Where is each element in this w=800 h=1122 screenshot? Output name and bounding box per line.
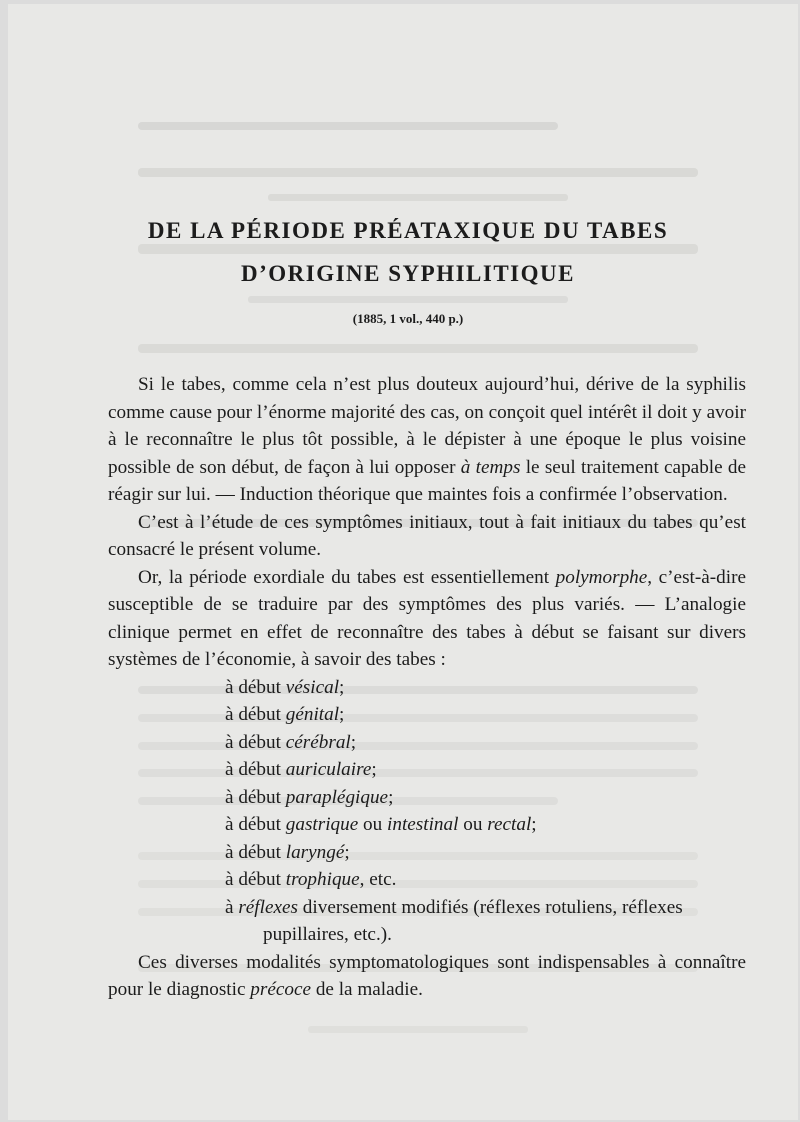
body-text [108,371,746,1004]
page [8,4,798,1120]
p1-text-b: le seul traitement capable de réagir sur lui. — Induction théorique que maintes fois a confirmée l’observation. [108,456,747,505]
p3-text-b: , c’est-à-dire susceptible de se traduire par des symptômes des plus variés. — L’analogie clinique permet en effet de reconnaître des tabes à début se faisant sur divers systèmes de l’économie, à savoir des tabes : [108,566,746,670]
list-item: à début cérébral; [225,731,357,753]
list-item: à début gastrique ou intestinal ou rectal; [225,814,537,835]
paragraph-3 [108,564,746,674]
list-item: à début laryngé; [225,841,350,863]
p3-emphasis: polymorphe [555,566,648,588]
title-line-1: DE LA PÉRIODE PRÉATAXIQUE DU TABES [147,218,669,243]
onset-list [108,674,746,949]
publication-info: (1885, 1 vol., 440 p.) [352,311,464,326]
list-item-continuation: pupillaires, etc.). [263,924,392,945]
list-item: à début paraplégique; [225,786,394,808]
list-item: à début vésical; [225,676,345,698]
p1-emphasis: à temps [460,456,521,478]
list-item: à réflexes diversement modifiés (réflexes rotuliens, réflexes pupillaires, etc.). [108,894,746,949]
paragraph-1 [108,371,746,509]
p4-text-b: de la maladie. [311,979,423,1000]
title-line-2: D’ORIGINE SYPHILITIQUE [241,261,575,286]
p4-text-a: Ces diverses modalités symptomatologiques sont indispensables à connaître pour le diagnostic [108,951,746,1000]
paragraph-2: C’est à l’étude de ces symptômes initiaux, tout à fait initiaux du tabes qu’est consacré le présent volume. [108,511,746,560]
p4-emphasis: précoce [250,979,312,1000]
p3-text-a: Or, la période exordiale du tabes est essentiellement [138,566,556,588]
list-item: à début auriculaire; [225,759,377,780]
list-item: à début trophique, etc. [225,869,397,890]
p1-text-a: Si le tabes, comme cela n’est plus douteux aujourd’hui, dérive de la syphilis comme cause pour l’énorme majorité des cas, on conçoit quel intérêt il doit y avoir à le reconnaître le plus tôt possible, à le dépister à une époque le plus voisine possible de son début, de façon à lui opposer [108,374,746,478]
list-item: à début génital; [225,704,345,725]
paragraph-4 [108,949,746,1004]
